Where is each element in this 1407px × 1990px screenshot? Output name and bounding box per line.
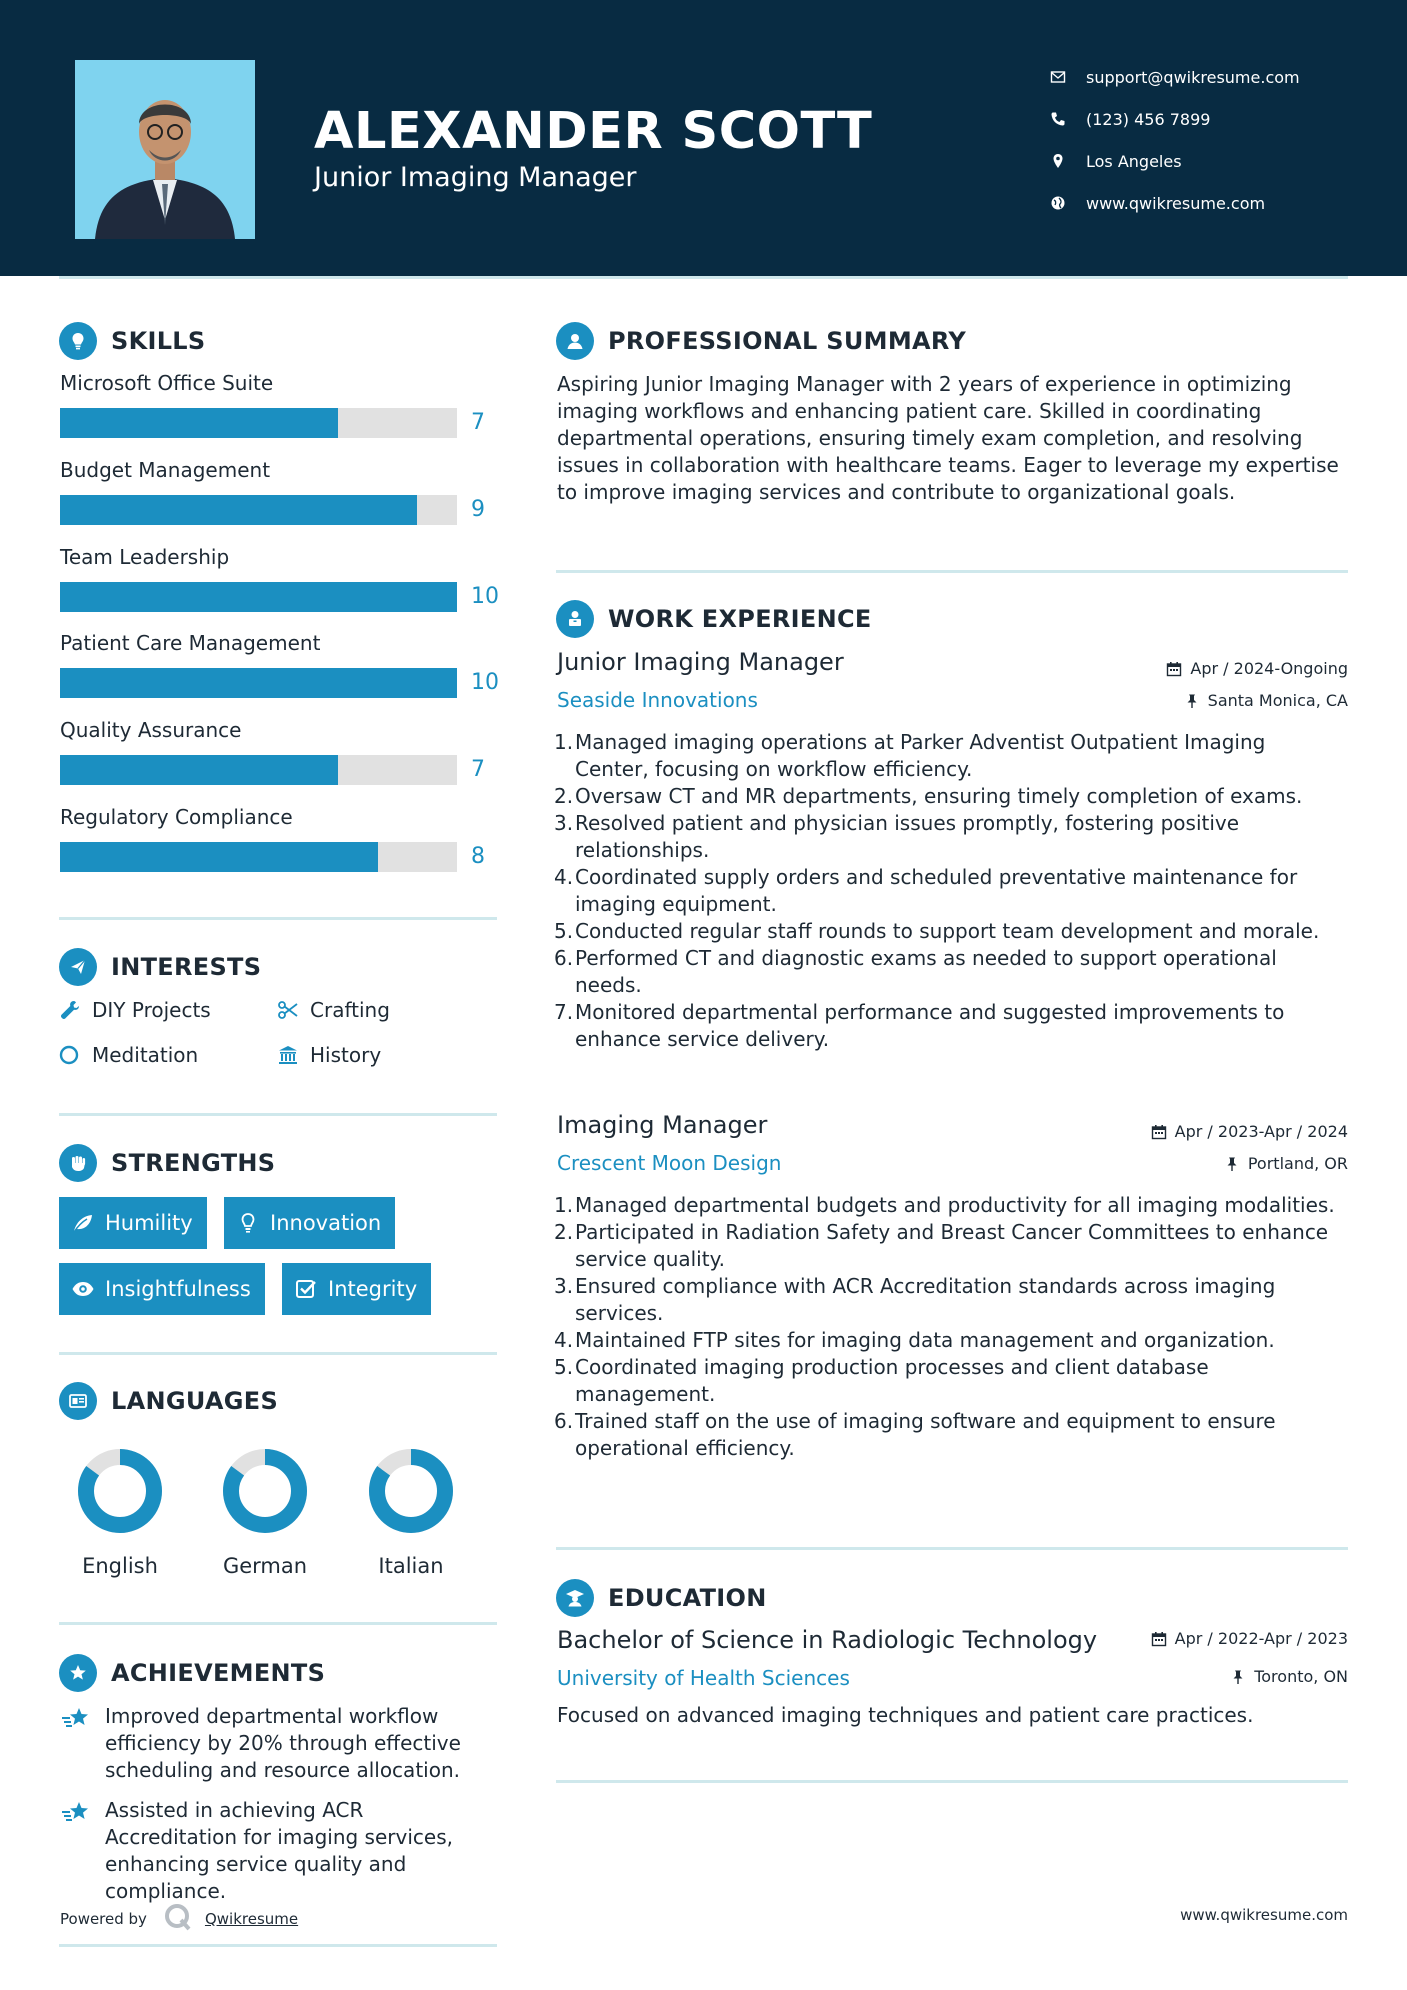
profile-photo [75,60,255,239]
job-bullet: Trained staff on the use of imaging software and equipment to ensure operational efficiency. [575,1409,1276,1460]
eye-icon [71,1277,95,1301]
interest-item: Crafting [277,998,390,1022]
powered-by-link[interactable]: Qwikresume [204,1910,299,1928]
pushpin-icon [1184,693,1200,709]
section-divider [59,1352,497,1355]
paper-plane-icon [59,948,97,986]
shooting-star-icon [60,1703,105,1784]
job-bullet: Resolved patient and physician issues promptly, fostering positive relationships. [575,811,1240,862]
skill-bar [60,408,457,438]
calendar-icon [1166,661,1182,677]
strength-badge: Insightfulness [59,1263,265,1315]
summary-text: Aspiring Junior Imaging Manager with 2 years of experience in optimizing imaging workflows and enhancing patient care. Skilled in coordinating departmental operations, ensuring timely exam completion, and resolving issues in collaboration with healthcare teams. Eager to leverage my expertise to improve imaging services and contribute to organizational goals. [557,372,1339,504]
skill-bar-fill [60,842,378,872]
phone-icon [1050,111,1086,127]
resume-header [0,0,1407,276]
skill-label: Quality Assurance [60,718,242,742]
skill-label: Microsoft Office Suite [60,371,274,395]
education-dates: Apr / 2022-Apr / 2023 [1151,1629,1348,1648]
language-item [341,1446,481,1578]
job-bullet: Managed imaging operations at Parker Adventist Outpatient Imaging Center, focusing on workflow efficiency. [575,730,1266,781]
language-ring [366,1446,456,1536]
contact-website[interactable] [1050,182,1380,224]
experience-heading: WORK EXPERIENCE [556,600,872,638]
job-bullet: Monitored departmental performance and suggested improvements to enhance service delivery. [575,1000,1285,1051]
education-location: Toronto, ON [1230,1667,1348,1686]
contact-list [1050,56,1380,224]
languages-heading: LANGUAGES [59,1382,278,1420]
pushpin-icon [1230,1669,1246,1685]
job-bullet: Managed departmental budgets and productivity for all imaging modalities. [575,1193,1335,1217]
section-divider [556,1547,1348,1550]
skill-value: 10 [471,584,499,609]
skill-bar [60,842,457,872]
achievement-item [60,1797,490,1905]
achievement-text: Improved departmental workflow efficiency by 20% through effective scheduling and resource allocation. [105,1704,461,1782]
powered-by-label: Powered by [60,1910,147,1928]
contact-phone-text: (123) 456 7899 [1086,109,1211,129]
envelope-icon [1050,69,1086,85]
leaf-icon [71,1211,95,1235]
skill-value: 7 [471,410,485,435]
lightbulb-icon [236,1211,260,1235]
language-ring [75,1446,165,1536]
shooting-star-icon [60,1797,105,1905]
star-badge-icon [59,1654,97,1692]
summary-heading: PROFESSIONAL SUMMARY [556,322,966,360]
scissors-icon [277,999,307,1021]
skill-label: Regulatory Compliance [60,805,293,829]
job-bullet: Coordinated imaging production processes and client database management. [575,1355,1209,1406]
skill-bar-fill [60,755,338,785]
calendar-icon [1151,1631,1167,1647]
contact-website-text: www.qwikresume.com [1086,193,1266,213]
lightbulb-icon [59,322,97,360]
footer-website[interactable]: www.qwikresume.com [1180,1906,1348,1924]
education-school: University of Health Sciences [557,1666,850,1690]
check-square-icon [294,1277,318,1301]
candidate-title: Junior Imaging Manager [314,162,637,193]
strength-badge: Humility [59,1197,207,1249]
skill-bar-fill [60,668,457,698]
section-divider [556,570,1348,573]
education-degree: Bachelor of Science in Radiologic Technology [557,1626,1098,1654]
globe-icon [1050,195,1086,211]
skill-bar-fill [60,582,457,612]
skill-bar [60,668,457,698]
section-divider [59,917,497,920]
job-dates: Apr / 2023-Apr / 2024 [1151,1122,1348,1141]
skill-bar [60,582,457,612]
skill-value: 8 [471,844,485,869]
skill-bar-fill [60,495,417,525]
skill-label: Budget Management [60,458,271,482]
calendar-icon [1151,1124,1167,1140]
education-heading: EDUCATION [556,1579,767,1617]
job-bullet: Participated in Radiation Safety and Breast Cancer Committees to enhance service quality. [575,1220,1329,1271]
job-location: Portland, OR [1224,1154,1348,1173]
language-ring [220,1446,310,1536]
education-description: Focused on advanced imaging techniques and patient care practices. [557,1703,1254,1727]
job-location: Santa Monica, CA [1184,691,1348,710]
job-bullets [575,729,1345,1053]
interest-item: History [277,1043,381,1067]
skills-heading: SKILLS [59,322,205,360]
map-pin-icon [1050,153,1086,169]
achievements-heading: ACHIEVEMENTS [59,1654,325,1692]
skill-label: Team Leadership [60,545,230,569]
contact-email[interactable] [1050,56,1380,98]
job-bullet: Conducted regular staff rounds to support team development and morale. [575,919,1320,943]
job-title: Junior Imaging Manager [557,648,844,676]
contact-location [1050,140,1380,182]
section-divider [556,1780,1348,1783]
language-label: English [82,1554,158,1578]
qwikresume-logo-icon [163,1902,193,1936]
strength-badge: Innovation [224,1197,395,1249]
section-divider [59,1944,497,1947]
job-dates: Apr / 2024-Ongoing [1166,659,1348,678]
skill-value: 9 [471,497,485,522]
job-bullet: Performed CT and diagnostic exams as needed to support operational needs. [575,946,1277,997]
skill-bar [60,495,457,525]
section-divider [59,1622,497,1625]
contact-phone[interactable] [1050,98,1380,140]
language-item [195,1446,335,1578]
header-divider [59,276,1348,279]
job-bullet: Maintained FTP sites for imaging data management and organization. [575,1328,1275,1352]
job-bullets [575,1192,1345,1462]
skill-bar-fill [60,408,338,438]
pushpin-icon [1224,1156,1240,1172]
user-icon [556,322,594,360]
contact-email-text: support@qwikresume.com [1086,67,1300,87]
strength-badge: Integrity [282,1263,431,1315]
skill-bar [60,755,457,785]
museum-icon [277,1044,307,1066]
language-item [50,1446,190,1578]
job-company: Seaside Innovations [557,688,758,712]
contact-location-text: Los Angeles [1086,151,1182,171]
job-company: Crescent Moon Design [557,1151,782,1175]
language-card-icon [59,1382,97,1420]
job-bullet: Oversaw CT and MR departments, ensuring timely completion of exams. [575,784,1303,808]
skill-value: 7 [471,757,485,782]
circle-icon [59,1044,89,1066]
skill-value: 10 [471,670,499,695]
strengths-heading: STRENGTHS [59,1144,275,1182]
job-title: Imaging Manager [557,1111,768,1139]
interest-item: DIY Projects [59,998,211,1022]
fist-icon [59,1144,97,1182]
job-bullet: Coordinated supply orders and scheduled preventative maintenance for imaging equipment. [575,865,1298,916]
job-bullet: Ensured compliance with ACR Accreditation standards across imaging services. [575,1274,1276,1325]
achievement-item [60,1703,490,1784]
achievement-text: Assisted in achieving ACR Accreditation for imaging services, enhancing service quality and compliance. [105,1798,453,1903]
wrench-icon [59,999,89,1021]
language-label: Italian [378,1554,444,1578]
interests-heading: INTERESTS [59,948,261,986]
interest-item: Meditation [59,1043,198,1067]
powered-by [60,1902,298,1936]
section-divider [59,1113,497,1116]
language-label: German [222,1554,308,1578]
graduate-icon [556,1579,594,1617]
briefcase-user-icon [556,600,594,638]
candidate-name: ALEXANDER SCOTT [314,102,873,161]
skill-label: Patient Care Management [60,631,321,655]
